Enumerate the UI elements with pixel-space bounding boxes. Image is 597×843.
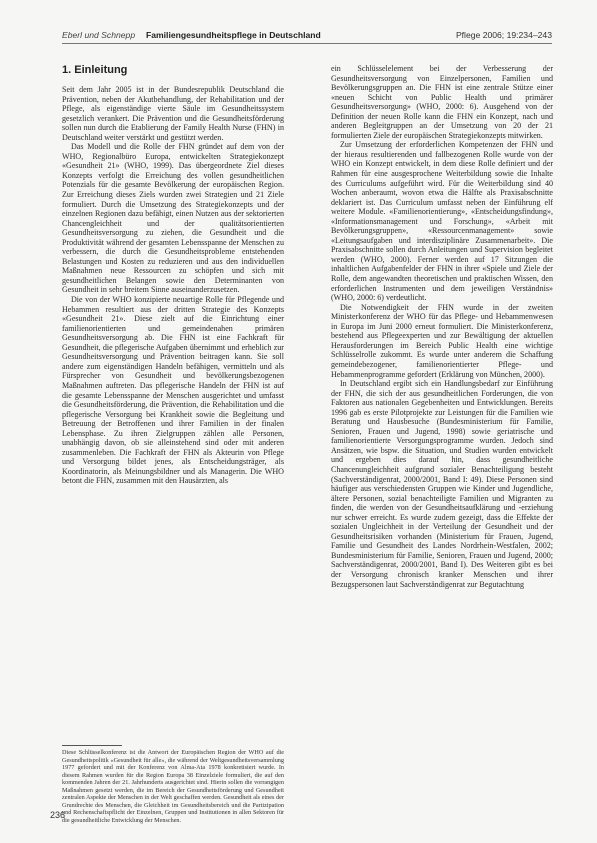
body-paragraph: Das Modell und die Rolle der FHN gründet auf dem von der WHO, Regionalbüro Europa, entwickelten Strategiekonzept «Gesundheit 21» (WHO, 1999). Das übergeordnete Ziel dieses Konzepts verfolgt die Erreichung des vollen gesundheitlichen Potenzials für die gesamte Bevölkerung der europäischen Region. Zur Erreichung dieses Ziels wurden zwei Strategien und 21 Ziele formuliert. Durch die Umsetzung des Strategiekonzepts und der einzelnen Regionen dazu befähigt, einen Nutzen aus der sektorierten Chancengleichheit und der qualitätsorientierten Gesundheitsversorgung zu ziehen, die Gesundheit und die Produktivität während der gesamten Lebensspanne der Menschen zu verbessern, die durch die Gesundheitsprobleme entstehenden Belastungen und Kosten zu reduzieren und aus den individuellen Maßnahmen neue Ressourcen zu schöpfen und sich mit gesundheitlichen Belangen sowie den Determinanten von Gesundheit in sehr breitem Sinne auseinanderzusetzen.	[62, 142, 284, 295]
footnote: Diese Schlüsselkonferenz ist die Antwort der Europäischen Region der WHO auf die Gesundheitspolitik «Gesundheit für alle», die während der Weltgesundheitsversammlung 1977 gefordert und mit der Konferenz von Alma-Ata 1978 konkretisiert wurde. In diesem Rahmen wurden für die Region Europa 38 Einzelziele formuliert, die auf den kommenden Jahren der 21. Jahrhunderts ausgerichtet sind. Hierin sollen die vorrangigen Maßnahmen gesetzt werden, die im Bereich der Gesundheitsförderung und Gesundheit zentralen Aspekte der Menschen in der Welt geschaffen werden. Gesundheit als eines der Grundrechte des Menschen, die Gleichheit im Gesundheitsbereich und die Partizipation und Rechenschaftspflicht der Einzelnen, Gruppen und Institutionen in allen Sektoren für die gesundheitliche Entwicklung der Menschen.	[62, 749, 284, 824]
body-paragraph: ein Schlüsselelement bei der Verbesserung der Gesundheitsversorgung von Einzelpersonen, Familien und Bevölkerungsgruppen an. Die FHN ist eine zentrale Stütze einer «neuen Schicht von Public Health und primärer Gesundheitsversorgung» (WHO, 2000: 6). Ausgehend von der Definition der neuen Rolle kann die FHN ein Konzept, nach und anderen Begleitgruppen an der Umsetzung von 20 der 21 formulierten Ziele der europäischen Strategiekonzepts mitwirken.	[331, 64, 553, 140]
header-journal-citation: Pflege 2006; 19:234–243	[455, 30, 552, 40]
left-column	[62, 64, 284, 739]
footnote-divider	[62, 745, 122, 746]
body-paragraph: In Deutschland ergibt sich ein Handlungsbedarf zur Einführung der FHN, die sich der aus gesundheitlichen Forderungen, die von Faktoren aus nationalen Gegebenheiten und Entwicklungen. Bereits 1996 gab es erste Pilotprojekte zur Leistungen für die Familien wie Beratung und Hausbesuche (Bundesministerium für Familie, Senioren, Frauen und Jugend, 1998) sowie geriatrische und familienorientierte Versorgungsprogramme wurden. Jedoch sind Ansätzen, wie bspw. die Situation, und Studien wurden entwickelt und ergeben dies darauf hin, dass gesundheitliche Chancenungleichheit aufgrund sozialer Benachteiligung besteht (Sachverständigenrat, 2000/2001, Band I: 49). Diese Personen sind häufiger aus verschiedensten Gruppen wie Kinder und Jugendliche, ältere Personen, sozial benachteiligte Familien und Migranten zu finden, die werden von der Gesundheitsaufklärung und -erziehung nur schwer erreicht. Es wurde zudem gezeigt, dass die Effekte der sozialen Ungleichheit in der Verteilung der Gesundheit und der Gesundheitsrisiken vorhanden (Ministerium für Frauen, Jugend, Familie und Gesundheit des Landes Nordrhein-Westfalen, 2002; Bundesministerium für Familie, Senioren, Frauen und Jugend, 2000; Sachverständigenrat, 2000/2001, Band I). Des Weiteren gibt es bei der Versorgung chronisch kranker Menschen und ihrer Bezugspersonen laut Sachverständigenrat zur Begutachtung	[331, 379, 553, 589]
page-number: 236	[50, 810, 66, 820]
body-paragraph: Die von der WHO konzipierte neuartige Rolle für Pflegende und Hebammen resultiert aus der dritten Strategie des Konzepts «Gesundheit 21». Diese zielt auf die Einrichtung einer familienorientierten und gemeindenahen primären Gesundheitsversorgung ab. Die FHN ist eine Fachkraft für Gesundheit, die pflegerische Aufgaben übernimmt und erheblich zur Gesundheitsversorgung und Prävention beitragen kann. Sie soll andere zum eigenständigen Handeln befähigen, vermitteln und als Fürsprecher von Gesundheit und bevölkerungsbezogenen Maßnahmen auftreten. Das pflegerische Handeln der FHN ist auf die gesamte Lebensspanne der Menschen ausgerichtet und umfasst die Gesundheitsförderung, die Prävention, die Rehabilitation und die pflegerische Versorgung bei Krankheit sowie die Begleitung und Betreuung der Betroffenen und ihrer Familien in der finalen Lebensphase. Zu ihren Zielgruppen zählen alle Personen, unabhängig davon, ob sie alleinstehend sind oder mit anderen zusammenleben. Die Fachkraft der FHN als Akteurin von Pflege und Versorgung bildet jenes, als Entscheidungsträger, als Koordinatorin, als Meinungsbildner und als Managerin. Die WHO betont die FHN, zusammen mit den Hausärzten, als	[62, 295, 284, 486]
running-header	[62, 29, 552, 44]
body-paragraph: Seit dem Jahr 2005 ist in der Bundesrepublik Deutschland die Prävention, neben der Akutbehandlung, der Rehabilitation und der Pflege, als eigenständige vierte Säule im Gesundheitssystem gesetzlich verankert. Die Prävention und die Gesundheitsförderung sollen nun durch die Etablierung der Family Health Nurse (FHN) in Deutschland weiter verstärkt und gestützt werden.	[62, 85, 284, 142]
right-column	[331, 64, 553, 822]
body-paragraph: Zur Umsetzung der erforderlichen Kompetenzen der FHN und der hieraus resultierenden und fallbezogenen Rolle wurde von der WHO ein Konzept entwickelt, in dem diese Rolle definiert und der Rahmen für eine ausgesprochene Weiterbildung sowie die Inhalte des Curriculums aufgeführt wird. Für die Weiterbildung sind 40 Wochen anberaumt, wovon etwa die Hälfte als Praxisabschnitte deklariert ist. Das Curriculum umfasst neben der Einführung elf weitere Module. «Familienorientierung», «Entscheidungsfindung», «Informationsmanagement und Forschung», «Arbeit mit Bevölkerungsgruppen», «Ressourcenmanagement» sowie «Leitungsaufgaben und interdisziplinäre Zusammenarbeit». Die Praxisabschnitte sollen durch Anleitungen und Supervision begleitet werden (WHO, 2000). Ferner werden auf 17 Sitzungen die inhaltlichen Aufgabenfelder der FHN in ihrer «Spiele und Ziele der Rolle, dem angewandten theoretischen und praktischen Wissen, den erforderlichen Instrumenten und dem jeweiligen Verständnis» (WHO, 2000: 6) verdeutlicht.	[331, 140, 553, 303]
body-paragraph: Die Notwendigkeit der FHN wurde in der zweiten Ministerkonferenz der WHO für das Pflege- und Hebammenwesen in Europa im Juni 2000 erneut formuliert. Die Ministerkonferenz, bestehend aus Pflegeexperten und zur Bewältigung der aktuellen Herausforderungen im Bereich Public Health eine wichtige Schlüsselrolle zukommt. Es wurde unter anderem die Schaffung gemeindebezogener, familienorientierter Pflege- und Hebammenprogramme gefordert (Erklärung von München, 2000).	[331, 302, 553, 379]
header-article-title: Familiengesundheitspflege in Deutschland	[146, 30, 321, 40]
section-heading: 1. Einleitung	[62, 64, 128, 76]
header-authors: Eberl und Schnepp	[62, 30, 136, 40]
